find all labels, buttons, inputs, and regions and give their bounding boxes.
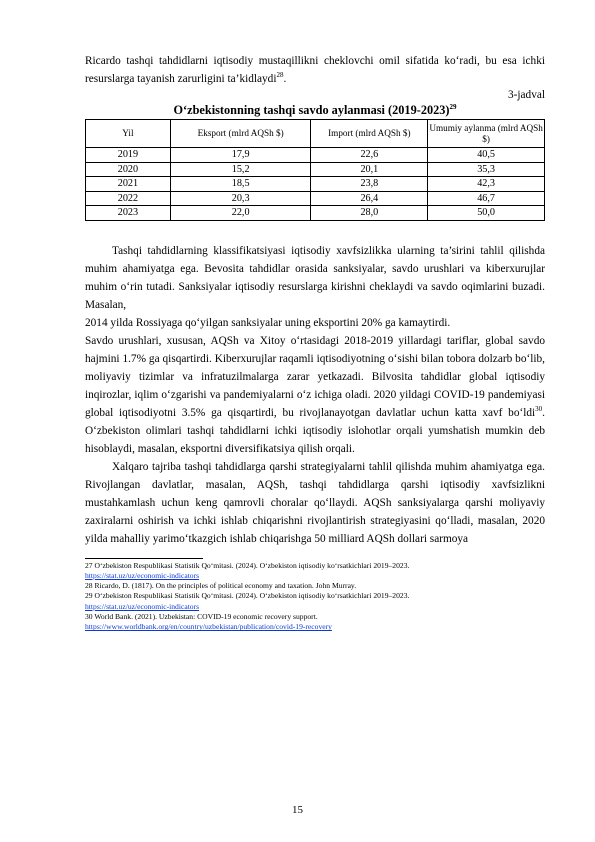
footnote-number: 27 xyxy=(85,560,93,570)
footnote-29 xyxy=(85,591,545,612)
cell-total: 42,3 xyxy=(428,177,545,192)
col-header-export: Eksport (mlrd AQSh $) xyxy=(170,120,311,148)
paragraph-trade-wars xyxy=(85,332,545,458)
page-body xyxy=(85,52,545,633)
footnote-number: 29 xyxy=(85,591,93,601)
col-header-import: Import (mlrd AQSh $) xyxy=(311,120,428,148)
cell-import: 20,1 xyxy=(311,162,428,177)
cell-import: 23,8 xyxy=(311,177,428,192)
footnote-link[interactable]: https://stat.uz/uz/economic-indicators xyxy=(85,570,200,580)
footnote-ref-30[interactable]: 30 xyxy=(535,404,543,413)
intro-paragraph xyxy=(85,52,545,88)
page-number: 15 xyxy=(292,804,303,816)
cell-total: 46,7 xyxy=(428,191,545,206)
cell-year: 2022 xyxy=(86,191,171,206)
intro-text: Ricardo tashqi tahdidlarni iqtisodiy mustaqillikni cheklovchi omil sifatida ko‘radi, bu esa ichki resurslarga tayanish zarurligini ta’kidlaydi xyxy=(85,55,545,85)
cell-export: 15,2 xyxy=(170,162,311,177)
footnote-ref-29[interactable]: 29 xyxy=(449,102,457,111)
cell-year: 2019 xyxy=(86,148,171,163)
col-header-year: Yil xyxy=(86,120,171,148)
cell-year: 2021 xyxy=(86,177,171,192)
cell-import: 22,6 xyxy=(311,148,428,163)
footnote-ref-28[interactable]: 28 xyxy=(276,71,284,80)
cell-year: 2023 xyxy=(86,206,171,221)
col-header-total: Umumiy aylanma (mlrd AQSh $) xyxy=(428,120,545,148)
table-title-text: O‘zbekistonning tashqi savdo aylanmasi (2019-2023) xyxy=(173,103,450,117)
footnote-text: Ricardo, D. (1817). On the principles of political economy and taxation. John Murray. xyxy=(94,581,357,591)
table-row xyxy=(86,191,545,206)
table-number: 3-jadval xyxy=(507,89,545,101)
paragraph-trade-wars-text: Savdo urushlari, xususan, AQSh va Xitoy o‘rtasidagi 2018-2019 yillardagi tariflar, global savdo hajmini 1.7% ga qisqartirdi. Kiberxurujlar raqamli iqtisodiyotning o‘sishi bilan tobora dolzarb bo‘lib, moliyaviy tizimlar va infratuzilmalarga zarar yetkazadi. Bilvosita tahdidlar global iqtisodiy inqirozlar, iqlim o‘zgarishi va pandemiyalarni o‘z ichiga oladi. 2020 yildagi COVID-19 pandemiyasi global iqtisodiyotni 3.5% ga qisqartirdi, bu rivojlanayotgan davlatlar uchun katta xavf bo‘ldi xyxy=(85,334,545,419)
paragraph-trade-wars-rest: . O‘zbekiston olimlari tashqi tahdidlarni ichki iqtisodiy islohotlar orqali yumshatish mumkin deb hisoblaydi, masalan, eksportni diversifikatsiya qilish orqali. xyxy=(85,406,545,455)
footnote-divider xyxy=(85,558,203,559)
footnote-text: O‘zbekiston Respublikasi Statistik Qo‘mitasi. (2024). O‘zbekiston iqtisodiy ko‘rsatkichlari 2019–2023. xyxy=(94,560,410,570)
cell-year: 2020 xyxy=(86,162,171,177)
table-row xyxy=(86,162,545,177)
footnote-30 xyxy=(85,612,545,633)
footnote-text: O‘zbekiston Respublikasi Statistik Qo‘mitasi. (2024). O‘zbekiston iqtisodiy ko‘rsatkichlari 2019–2023. xyxy=(94,591,410,601)
intro-end: . xyxy=(283,73,287,85)
cell-total: 40,5 xyxy=(428,148,545,163)
table-title xyxy=(85,103,545,118)
trade-table xyxy=(85,119,545,221)
footnote-number: 30 xyxy=(85,611,93,621)
cell-import: 28,0 xyxy=(311,206,428,221)
paragraph-russia-sanctions: 2014 yilda Rossiyaga qo‘yilgan sanksiyalar uning eksportini 20% ga kamaytirdi. xyxy=(85,316,451,329)
footnote-number: 28 xyxy=(85,581,93,591)
table-row xyxy=(86,177,545,192)
footnote-27 xyxy=(85,561,545,582)
cell-export: 20,3 xyxy=(170,191,311,206)
footnote-28 xyxy=(85,581,545,591)
cell-export: 18,5 xyxy=(170,177,311,192)
cell-export: 17,9 xyxy=(170,148,311,163)
cell-export: 22,0 xyxy=(170,206,311,221)
table-header-row xyxy=(86,120,545,148)
cell-import: 26,4 xyxy=(311,191,428,206)
footnote-link[interactable]: https://www.worldbank.org/en/country/uzbekistan/publication/covid-19-recovery xyxy=(85,622,332,632)
cell-total: 35,3 xyxy=(428,162,545,177)
footnote-link[interactable]: https://stat.uz/uz/economic-indicators xyxy=(85,601,200,611)
table-row xyxy=(86,148,545,163)
cell-total: 50,0 xyxy=(428,206,545,221)
footnote-text: World Bank. (2021). Uzbekistan: COVID-19 economic recovery support. xyxy=(94,611,318,621)
paragraph-international-experience: Xalqaro tajriba tashqi tahdidlarga qarshi strategiyalarni tahlil qilishda muhim ahamiyatga ega. Rivojlangan davlatlar, masalan, AQSh, tashqi tahdidlarga qarshi iqtisodiy xavfsizlikni mustahkamlash uchun keng qamrovli choralar qo‘llaydi. AQSh sanksiyalarga qarshi moliyaviy zaxiralarni oshirish va ichki ishlab chiqarishni rivojlantirish strategiyasini qo‘lladi, masalan, 2020 yilda mahalliy yarimo‘tkazgich ishlab chiqarishga 50 milliard AQSh dollari sarmoya xyxy=(85,460,545,545)
paragraph-threat-classification: Tashqi tahdidlarning klassifikatsiyasi iqtisodiy xavfsizlikka ularning ta’sirini tahlil qilishda muhim ahamiyatga ega. Bevosita tahdidlar orasida sanksiyalar, savdo urushlari va kiberxurujlar muhim o‘rin tutadi. Sanksiyalar iqtisodiy resurslarga kirishni cheklaydi va savdo oqimlarini buzadi. Masalan, xyxy=(85,244,545,311)
table-row xyxy=(86,206,545,221)
